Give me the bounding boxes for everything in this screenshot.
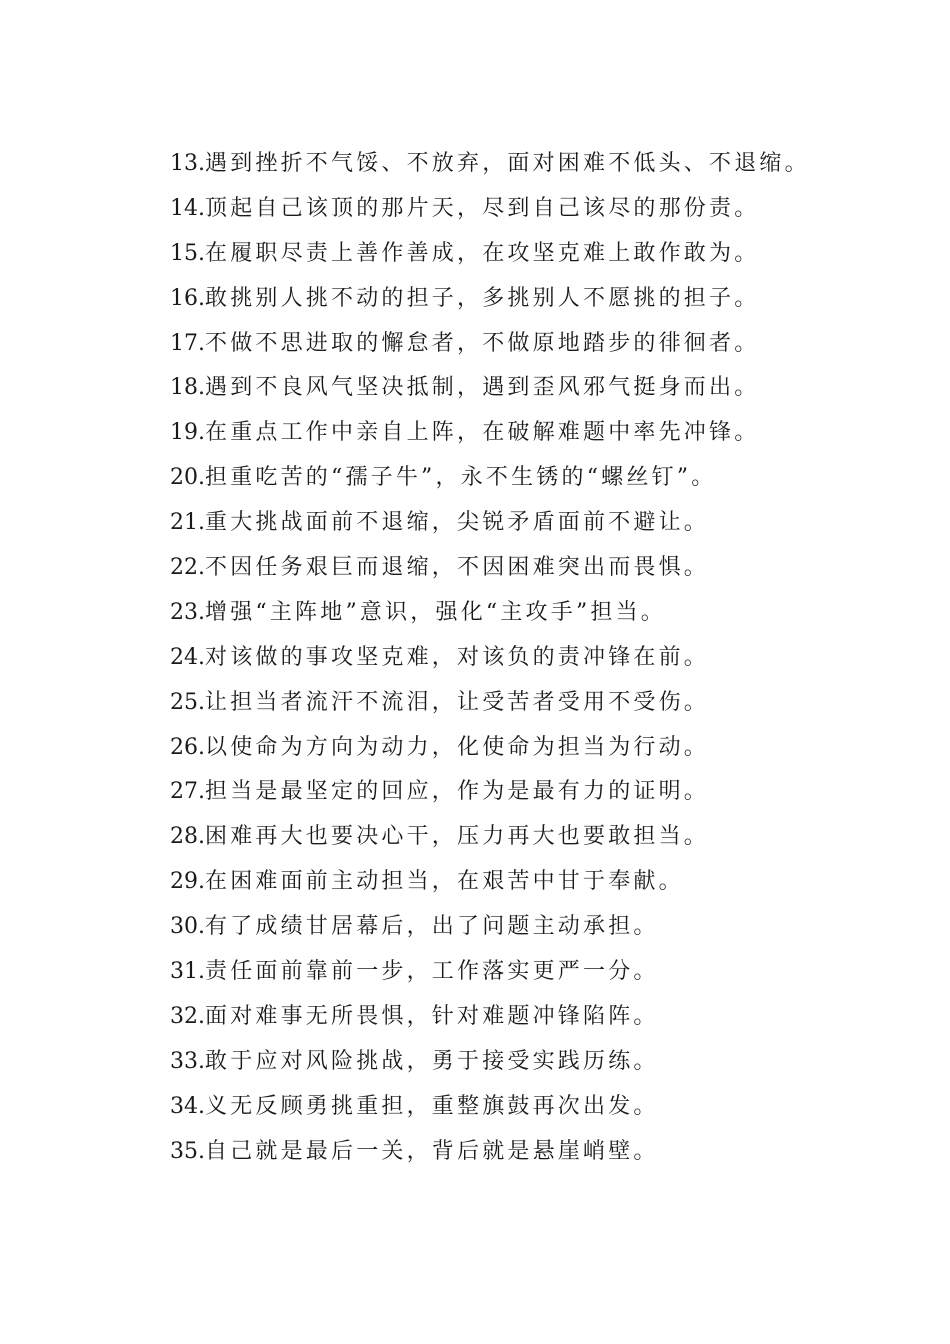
list-item xyxy=(170,142,870,187)
list-item xyxy=(170,1085,870,1130)
item-text: 重大挑战面前不退缩，尖锐矛盾面前不避让。 xyxy=(205,510,710,536)
list-item xyxy=(170,995,870,1040)
item-text: 敢于应对风险挑战，勇于接受实践历练。 xyxy=(205,1048,659,1074)
item-number: 20. xyxy=(170,465,205,491)
item-number: 29. xyxy=(170,869,205,895)
item-text: 在重点工作中亲自上阵，在破解难题中率先冲锋。 xyxy=(205,420,760,446)
list-item xyxy=(170,322,870,367)
item-number: 16. xyxy=(170,285,205,311)
list-item xyxy=(170,277,870,322)
item-number: 19. xyxy=(170,420,205,446)
list-item xyxy=(170,232,870,277)
item-number: 27. xyxy=(170,779,205,805)
list-item xyxy=(170,501,870,546)
item-number: 32. xyxy=(170,1003,205,1029)
item-number: 31. xyxy=(170,959,205,985)
item-text: 以使命为方向为动力，化使命为担当为行动。 xyxy=(205,734,710,760)
list-item xyxy=(170,815,870,860)
item-number: 25. xyxy=(170,689,205,715)
list-item xyxy=(170,187,870,232)
item-text: 在困难面前主动担当，在艰苦中甘于奉献。 xyxy=(205,869,684,895)
item-text: 担当是最坚定的回应，作为是最有力的证明。 xyxy=(205,779,710,805)
list-item xyxy=(170,726,870,771)
list-item xyxy=(170,1130,870,1175)
item-number: 18. xyxy=(170,375,205,401)
item-text: 不做不思进取的懈怠者，不做原地踏步的徘徊者。 xyxy=(205,330,760,356)
list-item xyxy=(170,905,870,950)
list-item xyxy=(170,456,870,501)
list-item xyxy=(170,681,870,726)
item-text: 遇到不良风气坚决抵制，遇到歪风邪气挺身而出。 xyxy=(205,375,760,401)
item-text: 义无反顾勇挑重担，重整旗鼓再次出发。 xyxy=(205,1093,659,1119)
item-text: 有了成绩甘居幕后，出了问题主动承担。 xyxy=(205,914,659,940)
list-item xyxy=(170,770,870,815)
item-text: 不因任务艰巨而退缩，不因困难突出而畏惧。 xyxy=(205,555,710,581)
item-text: 在履职尽责上善作善成，在攻坚克难上敢作敢为。 xyxy=(205,240,760,266)
item-text: 担重吃苦的“孺子牛”，永不生锈的“螺丝钉”。 xyxy=(205,465,717,491)
item-text: 困难再大也要决心干，压力再大也要敢担当。 xyxy=(205,824,710,850)
list-item xyxy=(170,366,870,411)
item-text: 增强“主阵地”意识，强化“主攻手”担当。 xyxy=(205,599,666,625)
item-text: 顶起自己该顶的那片天，尽到自己该尽的那份责。 xyxy=(205,195,760,221)
item-number: 21. xyxy=(170,510,205,536)
item-number: 17. xyxy=(170,330,205,356)
item-number: 15. xyxy=(170,240,205,266)
numbered-list xyxy=(170,142,870,1174)
item-text: 自己就是最后一关，背后就是悬崖峭壁。 xyxy=(205,1138,659,1164)
item-number: 13. xyxy=(170,151,205,176)
list-item xyxy=(170,411,870,456)
item-number: 22. xyxy=(170,555,205,581)
item-number: 28. xyxy=(170,824,205,850)
list-item xyxy=(170,860,870,905)
list-item xyxy=(170,591,870,636)
list-item xyxy=(170,636,870,681)
item-text: 让担当者流汗不流泪，让受苦者受用不受伤。 xyxy=(205,689,710,715)
item-number: 30. xyxy=(170,914,205,940)
item-text: 责任面前靠前一步，工作落实更严一分。 xyxy=(205,959,659,985)
item-text: 对该做的事攻坚克难，对该负的责冲锋在前。 xyxy=(205,644,710,670)
item-text: 遇到挫折不气馁、不放弃，面对困难不低头、不退缩。 xyxy=(205,151,810,176)
item-number: 34. xyxy=(170,1093,205,1119)
list-item xyxy=(170,546,870,591)
item-number: 33. xyxy=(170,1048,205,1074)
item-number: 24. xyxy=(170,644,205,670)
list-item xyxy=(170,1040,870,1085)
item-text: 面对难事无所畏惧，针对难题冲锋陷阵。 xyxy=(205,1003,659,1029)
item-number: 23. xyxy=(170,599,205,625)
list-item xyxy=(170,950,870,995)
item-number: 35. xyxy=(170,1138,205,1164)
item-text: 敢挑别人挑不动的担子，多挑别人不愿挑的担子。 xyxy=(205,285,760,311)
item-number: 26. xyxy=(170,734,205,760)
item-number: 14. xyxy=(170,195,205,221)
